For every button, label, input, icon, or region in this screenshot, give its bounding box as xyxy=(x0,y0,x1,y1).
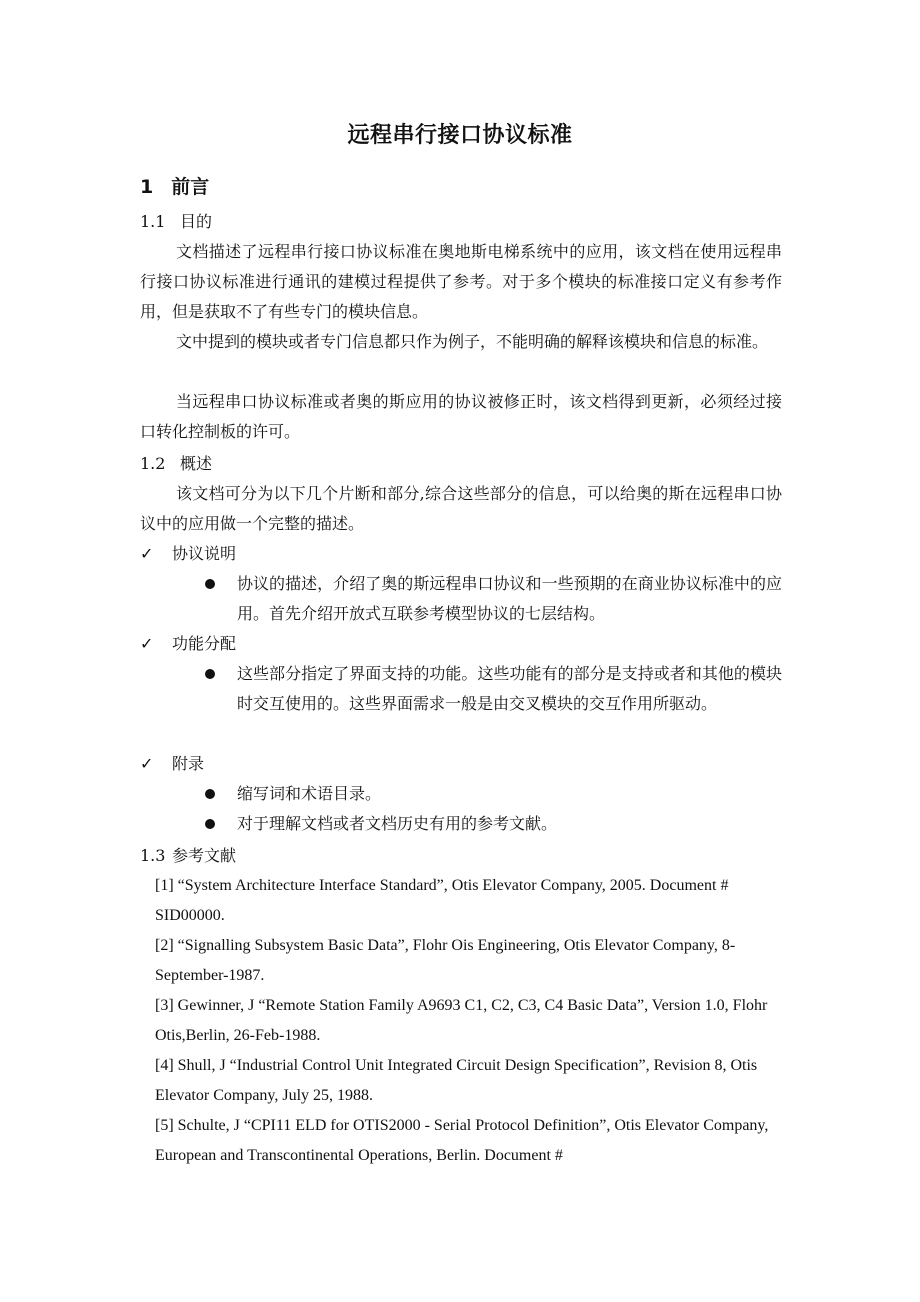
bullet-dot-icon xyxy=(205,789,215,799)
bullet-item xyxy=(205,569,782,629)
check-item-label: 协议说明 xyxy=(172,544,237,563)
checkmark-icon: ✓ xyxy=(140,544,154,563)
paragraph-overview: 该文档可分为以下几个片断和部分,综合这些部分的信息，可以给奥的斯在远程串口协议中的应用做一个完整的描述。 xyxy=(140,484,782,533)
section-title: 前言 xyxy=(171,176,210,198)
reference-item: [3] Gewinner, J “Remote Station Family A9693 C1, C2, C3, C4 Basic Data”, Version 1.0, Flohr Otis,Berlin, 26-Feb-1988. xyxy=(155,997,768,1044)
subsection-heading-1-2 xyxy=(140,449,212,479)
bullet-item xyxy=(205,809,782,839)
bullet-dot-icon xyxy=(205,579,215,589)
check-item-appendix xyxy=(140,749,204,779)
reference-item: [4] Shull, J “Industrial Control Unit Integrated Circuit Design Specification”, Revision 8, Otis Elevator Company, July 25, 1988. xyxy=(155,1057,758,1104)
paragraph-purpose-1: 文档描述了远程串行接口协议标准在奥地斯电梯系统中的应用，该文档在使用远程串行接口协议标准进行通讯的建模过程提供了参考。对于多个模块的标准接口定义有参考作用，但是获取不了有些专门的模块信息。 xyxy=(140,242,782,321)
subsection-title: 参考文献 xyxy=(172,846,237,865)
reference-item: [2] “Signalling Subsystem Basic Data”, Flohr Ois Engineering, Otis Elevator Company, 8-September-1987. xyxy=(155,937,736,984)
bullet-text: 这些部分指定了界面支持的功能。这些功能有的部分是支持或者和其他的模块时交互使用的。这些界面需求一般是由交叉模块的交互作用所驱动。 xyxy=(237,664,782,713)
subsection-heading-1-1 xyxy=(140,207,212,237)
section-heading-1 xyxy=(140,172,209,199)
subsection-title: 目的 xyxy=(180,212,213,231)
subsection-number: 1.1 xyxy=(140,212,166,231)
subsection-number: 1.3 xyxy=(140,846,166,865)
paragraph-purpose-2: 文中提到的模块或者专门信息都只作为例子，不能明确的解释该模块和信息的标准。 xyxy=(176,332,769,351)
reference-item: [5] Schulte, J “CPI11 ELD for OTIS2000 - Serial Protocol Definition”, Otis Elevator Company, European and Transcontinental Operations, Berlin. Document # xyxy=(155,1117,769,1164)
bullet-text: 缩写词和术语目录。 xyxy=(237,784,382,803)
bullet-dot-icon xyxy=(205,819,215,829)
bullet-text: 对于理解文档或者文档历史有用的参考文献。 xyxy=(237,814,558,833)
subsection-title: 概述 xyxy=(180,454,213,473)
checkmark-icon: ✓ xyxy=(140,754,154,773)
subsection-heading-1-3 xyxy=(140,841,236,871)
check-item-label: 功能分配 xyxy=(172,634,237,653)
reference-item: [1] “System Architecture Interface Standard”, Otis Elevator Company, 2005. Document # SID00000. xyxy=(155,877,729,924)
check-item-label: 附录 xyxy=(172,754,205,773)
document-title: 远程串行接口协议标准 xyxy=(347,123,573,148)
bullet-item xyxy=(205,779,782,809)
check-item-protocol xyxy=(140,539,236,569)
subsection-number: 1.2 xyxy=(140,454,166,473)
checkmark-icon: ✓ xyxy=(140,634,154,653)
section-number: 1 xyxy=(140,176,154,198)
bullet-text: 协议的描述，介绍了奥的斯远程串口协议和一些预期的在商业协议标准中的应用。首先介绍开放式互联参考模型协议的七层结构。 xyxy=(237,574,782,623)
bullet-dot-icon xyxy=(205,669,215,679)
paragraph-purpose-3: 当远程串口协议标准或者奥的斯应用的协议被修正时，该文档得到更新，必须经过接口转化控制板的许可。 xyxy=(140,392,782,441)
bullet-item xyxy=(205,659,782,719)
check-item-function xyxy=(140,629,236,659)
